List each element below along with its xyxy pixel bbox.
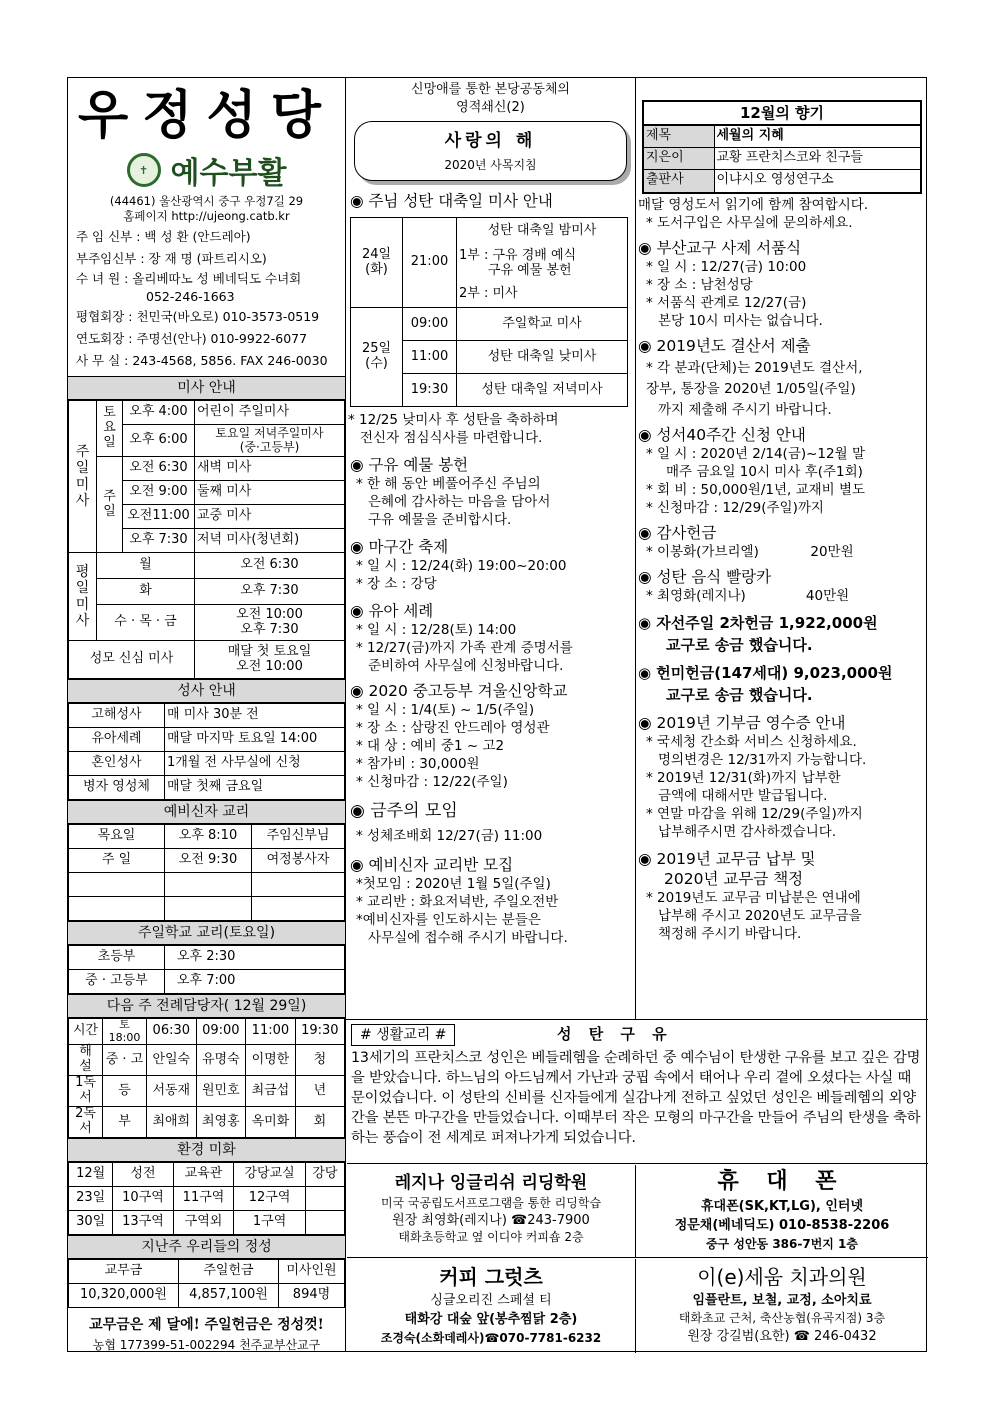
liturgy-cell: 이명한 xyxy=(246,1045,296,1076)
notice-line: * 일 시 : 12/27(금) 10:00 xyxy=(646,258,807,275)
liturgy-head: 06:30 xyxy=(147,1019,197,1045)
mass-table xyxy=(68,400,345,679)
sacrament-info: 매달 마지막 토요일 14:00 xyxy=(165,728,345,752)
notice-heading: ◉ 예비신자 교리반 모집 xyxy=(350,856,514,874)
empty-cell xyxy=(252,897,345,921)
notice-line: * 회 비 : 50,000원/1년, 교재비 별도 xyxy=(646,481,866,498)
ad-line: 미국 국공립도서프로그램을 통한 리딩학습 xyxy=(380,1196,602,1210)
liturgy-head: 시간 xyxy=(69,1019,103,1045)
notice-heading: ◉ 성탄 음식 빨랑카 xyxy=(638,567,772,586)
sacrament-heading: 성사 안내 xyxy=(68,679,345,703)
christmas-note: * 12/25 낮미사 후 성탄을 축하하며 xyxy=(348,412,559,428)
notice-heading: ◉ 유아 세례 xyxy=(350,602,434,620)
ad-title: 휴 대 폰 xyxy=(717,1169,847,1194)
book-value: 세월의 지혜 xyxy=(714,126,920,148)
ad-line: 원장 강길범(요한) ☎ 246-0432 xyxy=(687,1329,877,1344)
ad-line: 태화강 대숲 앞(봉추찜닭 2층) xyxy=(404,1312,578,1327)
liturgy-cell: 등 xyxy=(103,1076,147,1107)
christmas-table xyxy=(350,217,628,407)
book-label: 지은이 xyxy=(644,148,714,170)
liturgy-cell: 서동재 xyxy=(147,1076,197,1107)
middle-column xyxy=(346,78,636,1020)
liturgy-cell: 해 설 xyxy=(69,1045,103,1076)
ad-line: 임플란트, 보철, 교정, 소아치료 xyxy=(692,1293,872,1308)
notice-heading: ◉ 마구간 축제 xyxy=(350,538,449,556)
notice-line: * 일 시 : 1/4(토) ~ 1/5(주일) xyxy=(356,702,535,718)
notice-line: *예비신자를 인도하시는 분들은 xyxy=(356,912,541,928)
church-logo-icon: ✝ xyxy=(127,153,161,187)
ad-line: 중구 성안동 386-7번지 1층 xyxy=(706,1237,858,1251)
church-title: 우정성당 xyxy=(78,85,335,146)
notice-line: 금액에 대해서만 발급됩니다. xyxy=(658,787,828,804)
time-cell: 11:00 xyxy=(403,341,457,374)
notice-line: 은혜에 감사하는 마음을 담아서 xyxy=(368,494,551,510)
sacrament-name: 유아세례 xyxy=(69,728,165,752)
notice-line: * 대 상 : 예비 중1 ~ 고2 xyxy=(356,738,505,754)
liturgy-cell: 회 xyxy=(295,1107,344,1138)
pastoral-theme-sub: 영적쇄신(2) xyxy=(456,100,525,115)
mass-title: 성탄 대축일 낮미사 xyxy=(457,341,628,374)
notice-heading: ◉ 2019년 교무금 납부 및 xyxy=(638,849,816,868)
liturgy-head: 토18:00 xyxy=(103,1019,147,1045)
ad-line: 태화초교 근처, 축산농협(유곡지점) 3층 xyxy=(678,1311,886,1325)
staff-sisters-phone: 052-246-1663 xyxy=(146,289,235,304)
notice-heading: ◉ 성서40주간 신청 안내 xyxy=(638,425,806,444)
empty-cell xyxy=(69,897,165,921)
notice-line: * 이봉화(가브리엘) 20만원 xyxy=(646,543,854,560)
liturgy-cell: 최영홍 xyxy=(196,1107,246,1138)
offering-value: 10,320,000원 xyxy=(69,1283,179,1307)
notice-line: * 일 시 : 12/24(화) 19:00~20:00 xyxy=(356,558,567,574)
cleaning-head: 성전 xyxy=(113,1162,174,1186)
mass-time: 오전11:00 xyxy=(123,505,195,529)
cleaning-cell: 23일 xyxy=(69,1186,113,1210)
liturgy-cell: 유명숙 xyxy=(196,1045,246,1076)
book-label: 출판사 xyxy=(644,170,714,192)
weekday-day: 월 xyxy=(97,553,195,579)
banner-subtitle: 2020년 사목지침 xyxy=(444,158,537,172)
weekday-day: 수 · 목 · 금 xyxy=(97,605,195,641)
notice-line: 준비하여 사무실에 신청바랍니다. xyxy=(368,658,564,674)
cleaning-cell: 구역외 xyxy=(173,1210,234,1234)
ad-title: 이(e)세움 치과의원 xyxy=(697,1265,867,1289)
notice-line: 까지 제출해 주시기 바랍니다. xyxy=(658,401,832,418)
notice-heading: ◉ 2019년 기부금 영수증 안내 xyxy=(638,713,846,732)
ad-phone-shop xyxy=(636,1165,928,1258)
liturgy-head: 19:30 xyxy=(295,1019,344,1045)
ad-title: 레지나 잉글리쉬 리딩학원 xyxy=(394,1173,588,1193)
sacrament-name: 혼인성사 xyxy=(69,752,165,776)
notice-heading: ◉ 감사헌금 xyxy=(638,523,717,542)
liturgy-cell: 1독서 xyxy=(69,1076,103,1107)
sun-label: 주일 xyxy=(97,457,123,553)
school-grade: 중 · 고등부 xyxy=(69,970,165,994)
liturgy-cell: 부 xyxy=(103,1107,147,1138)
cleaning-cell xyxy=(305,1186,344,1210)
liturgy-cell: 2독서 xyxy=(69,1107,103,1138)
notice-line: * 각 분과(단체)는 2019년도 결산서, xyxy=(646,359,863,376)
christmas-heading: ◉ 주님 성탄 대축일 미사 안내 xyxy=(350,192,553,210)
notice-heading: ◉ 2019년도 결산서 제출 xyxy=(638,336,811,355)
essay-tag: # 생활교리 # xyxy=(351,1024,455,1046)
mass-name: 토요일 저녁주일미사 (중·고등부) xyxy=(195,425,345,457)
book-heading: 12월의 향기 xyxy=(644,102,920,125)
liturgy-cell: 옥미화 xyxy=(246,1107,296,1138)
staff-council: 평협회장 : 천민국(바오로) 010-3573-0519 xyxy=(76,309,320,324)
liturgy-cell: 년 xyxy=(295,1076,344,1107)
notice-line: 교구로 송금 했습니다. xyxy=(666,685,813,704)
ad-line: 조경숙(소화데레사)☎070-7781-6232 xyxy=(380,1331,602,1345)
notice-line: * 2019년 12/31(화)까지 납부한 xyxy=(646,769,841,786)
notice-heading: ◉ 자선주일 2차헌금 1,922,000원 xyxy=(638,613,878,632)
left-column xyxy=(68,78,346,1351)
offering-table xyxy=(68,1259,345,1308)
class-time: 오전 9:30 xyxy=(165,849,252,873)
weekday-time: 오전 10:00 오후 7:30 xyxy=(195,605,345,641)
time-cell: 09:00 xyxy=(403,308,457,341)
mass-name: 교중 미사 xyxy=(195,505,345,529)
weekday-mass-label: 평일미사 xyxy=(69,553,97,641)
address: (44461) 울산광역시 중구 우정7길 29 xyxy=(109,194,304,208)
cleaning-cell: 11구역 xyxy=(173,1186,234,1210)
book-note: 매달 영성도서 읽기에 함께 참여합시다. xyxy=(638,196,869,213)
cleaning-cell: 1구역 xyxy=(234,1210,306,1234)
notice-line: 납부해주시면 감사하겠습니다. xyxy=(658,823,837,840)
sacrament-info: 매 미사 30분 전 xyxy=(165,704,345,728)
mass-title: 성탄 대축일 저녁미사 xyxy=(457,374,628,407)
book-value: 교황 프란치스코와 친구들 xyxy=(714,148,920,170)
ad-line: 태화초등학교 옆 이디야 커피숍 2층 xyxy=(398,1230,584,1244)
notice-line: 명의변경은 12/31까지 가능합니다. xyxy=(658,751,867,768)
book-label: 제목 xyxy=(644,126,714,148)
notice-line: 매주 금요일 10시 미사 후(주1회) xyxy=(666,463,863,480)
liturgy-cell: 최애희 xyxy=(147,1107,197,1138)
time-cell: 21:00 xyxy=(403,218,457,308)
catechumen-heading: 예비신자 교리 xyxy=(68,800,345,824)
offering-value: 4,857,100원 xyxy=(178,1283,278,1307)
offering-head: 미사인원 xyxy=(278,1259,344,1283)
notice-line: 장부, 통장을 2020년 1/05일(주일) xyxy=(646,380,856,397)
bulletin-sheet xyxy=(67,77,927,1352)
time-cell: 19:30 xyxy=(403,374,457,407)
offering-heading: 지난주 우리들의 정성 xyxy=(68,1235,345,1259)
mass-time: 오전 6:30 xyxy=(123,457,195,481)
notice-line: * 신청마감 : 12/29(주일)까지 xyxy=(646,499,824,516)
notice-line: * 2019년도 교무금 미납분은 연내에 xyxy=(646,889,861,906)
class-day: 목요일 xyxy=(69,825,165,849)
notice-heading: ◉ 부산교구 사제 서품식 xyxy=(638,238,802,257)
weekday-time: 오후 7:30 xyxy=(195,579,345,605)
liturgy-cell: 중 · 고 xyxy=(103,1045,147,1076)
season-title: 예수부활 xyxy=(170,156,287,191)
school-grade: 초등부 xyxy=(69,946,165,970)
liturgy-table xyxy=(68,1018,345,1138)
weekday-day: 화 xyxy=(97,579,195,605)
class-teacher: 여정봉사자 xyxy=(252,849,345,873)
liturgy-cell: 원민호 xyxy=(196,1076,246,1107)
date-cell: 24일 (화) xyxy=(351,218,403,308)
ad-title: 커피 그럿츠 xyxy=(439,1265,543,1289)
mass-heading: 미사 안내 xyxy=(68,376,345,400)
liturgy-head: 11:00 xyxy=(246,1019,296,1045)
homepage[interactable]: 홈페이지 http://ujeong.catb.kr xyxy=(123,209,290,223)
mary-mass-time: 매달 첫 토요일 오전 10:00 xyxy=(195,641,345,679)
notice-line: 교구로 송금 했습니다. xyxy=(666,635,813,654)
empty-cell xyxy=(165,873,252,897)
notice-line: 책정해 주시기 바랍니다. xyxy=(658,925,802,942)
pastoral-theme: 신망애를 통한 본당공동체의 xyxy=(411,82,570,97)
mass-time: 오후 4:00 xyxy=(123,401,195,425)
notice-line: 구유 예물을 준비합시다. xyxy=(368,512,512,528)
notice-line: * 서품식 관계로 12/27(금) xyxy=(646,294,807,311)
cleaning-cell: 13구역 xyxy=(113,1210,174,1234)
essay-text: 13세기의 프란치스코 성인은 베들레헴을 순례하던 중 예수님이 탄생한 구유를 보고 깊은 감명을 받았습니다. 하느님의 아드님께서 가난과 궁핍 속에서 태어나 우리 곁에 오셨다는 사실 때문이었습니다. 이 성탄의 신비를 신자들에게 실감나게 전하고 싶었던 성인은 베들레헴의 외양간을 본뜬 마구간을 만들었습니다. 이때부터 작은 모형의 마구간을 만들어 주님의 탄생을 축하하는 풍습이 전 세계로 퍼져나가게 되었습니다. xyxy=(351,1050,921,1146)
ad-line: 정문채(베네딕도) 010-8538-2206 xyxy=(674,1218,890,1233)
cleaning-head: 강당 xyxy=(305,1162,344,1186)
banner-title: 사랑의 해 xyxy=(444,131,537,151)
class-time: 오후 8:10 xyxy=(165,825,252,849)
notice-heading: ◉ 헌미헌금(147세대) 9,023,000원 xyxy=(638,663,893,682)
essay-box xyxy=(347,1020,928,1164)
notice-line: 납부해 주시고 2020년도 교무금을 xyxy=(658,907,862,924)
staff-sisters: 수 녀 원 : 올리베따노 성 베네딕도 수녀회 xyxy=(76,271,302,286)
ad-line: 싱글오리진 스페셜 티 xyxy=(430,1293,552,1308)
notice-line: * 교리반 : 화요저녁반, 주일오전반 xyxy=(356,894,559,910)
cleaning-cell: 12구역 xyxy=(234,1186,306,1210)
catechumen-table xyxy=(68,824,345,921)
offering-head: 주일헌금 xyxy=(178,1259,278,1283)
cleaning-cell xyxy=(305,1210,344,1234)
date-cell: 25일 (수) xyxy=(351,308,403,407)
offering-head: 교무금 xyxy=(69,1259,179,1283)
mass-name: 어린이 주일미사 xyxy=(195,401,345,425)
notice-line: 본당 10시 미사는 없습니다. xyxy=(658,312,823,329)
cleaning-table xyxy=(68,1162,345,1235)
sacrament-name: 병자 영성체 xyxy=(69,776,165,800)
offering-slogan: 교무금은 제 달에! 주일헌금은 정성껏! xyxy=(89,1316,324,1333)
ad-dental xyxy=(636,1259,928,1353)
notice-line: * 최영화(레지나) 40만원 xyxy=(646,587,850,604)
logo-row xyxy=(68,146,345,194)
bank-account: 농협 177399-51-002294 천주교부산교구 xyxy=(92,1337,321,1352)
mass-title: 주일학교 미사 xyxy=(457,308,628,341)
christmas-note: 전신자 점심식사를 마련합니다. xyxy=(360,430,543,446)
ad-line: 휴대폰(SK,KT,LG), 인터넷 xyxy=(700,1199,864,1214)
cleaning-head: 12월 xyxy=(69,1162,113,1186)
notice-line: * 한 해 동안 베풀어주신 주님의 xyxy=(356,476,541,492)
notice-line: * 일 시 : 12/28(토) 14:00 xyxy=(356,622,517,638)
notice-heading: ◉ 구유 예물 봉헌 xyxy=(350,456,469,474)
notice-line: * 장 소 : 강당 xyxy=(356,576,437,592)
cleaning-head: 강당교실 xyxy=(234,1162,306,1186)
empty-cell xyxy=(252,873,345,897)
sacrament-info: 매달 첫째 금요일 xyxy=(165,776,345,800)
staff-assistant: 부주임신부 : 장 재 명 (파트리시오) xyxy=(76,251,267,266)
mass-part: 1부 : 구유 경배 예식 구유 예물 봉헌 xyxy=(457,246,628,282)
liturgy-heading: 다음 주 전례담당자( 12월 29일) xyxy=(68,994,345,1018)
sacrament-table xyxy=(68,703,345,800)
sundayschool-heading: 주일학교 교리(토요일) xyxy=(68,921,345,945)
mass-time: 오후 7:30 xyxy=(123,529,195,553)
sacrament-name: 고해성사 xyxy=(69,704,165,728)
book-table xyxy=(644,125,920,192)
school-time: 오후 7:00 xyxy=(165,970,345,994)
liturgy-cell: 최금섭 xyxy=(246,1076,296,1107)
right-column xyxy=(636,78,928,1020)
class-teacher: 주임신부님 xyxy=(252,825,345,849)
sacrament-info: 1개월 전 사무실에 신청 xyxy=(165,752,345,776)
mass-name: 저녁 미사(청년회) xyxy=(195,529,345,553)
notice-line: *첫모임 : 2020년 1월 5일(주일) xyxy=(356,876,551,892)
mass-name: 새벽 미사 xyxy=(195,457,345,481)
mary-mass-label: 성모 신심 미사 xyxy=(69,641,195,679)
class-day: 주 일 xyxy=(69,849,165,873)
cleaning-heading: 환경 미화 xyxy=(68,1138,345,1162)
notice-line: * 장 소 : 남천성당 xyxy=(646,276,753,293)
notice-heading: ◉ 2020 중고등부 겨울신앙학교 xyxy=(350,682,568,700)
notice-line: * 참가비 : 30,000원 xyxy=(356,756,480,772)
sunday-mass-label: 주일미사 xyxy=(69,401,97,553)
liturgy-cell: 청 xyxy=(295,1045,344,1076)
pastoral-banner xyxy=(354,121,627,181)
notice-line: * 국세청 간소화 서비스 신청하세요. xyxy=(646,733,857,750)
book-note: * 도서구입은 사무실에 문의하세요. xyxy=(646,214,853,231)
staff-list xyxy=(68,226,345,372)
ad-line: 원장 최영화(레지나) ☎243-7900 xyxy=(392,1213,590,1228)
notice-line: * 성체조배회 12/27(금) 11:00 xyxy=(356,828,543,844)
notice-line: * 연말 마감을 위해 12/29(주일)까지 xyxy=(646,805,863,822)
mass-time: 오전 9:00 xyxy=(123,481,195,505)
book-box xyxy=(642,100,922,194)
weekday-time: 오전 6:30 xyxy=(195,553,345,579)
mass-name: 둘째 미사 xyxy=(195,481,345,505)
liturgy-cell: 안일숙 xyxy=(147,1045,197,1076)
liturgy-head: 09:00 xyxy=(196,1019,246,1045)
ad-reading-academy xyxy=(347,1165,636,1258)
staff-pastor: 주 임 신부 : 백 성 환 (안드레아) xyxy=(76,229,251,244)
notice-line: * 신청마감 : 12/22(주일) xyxy=(356,774,508,790)
notice-heading-cont: 2020년 교무금 책정 xyxy=(664,869,804,888)
cleaning-cell: 30일 xyxy=(69,1210,113,1234)
sat-label: 토요일 xyxy=(97,401,123,457)
offering-value: 894명 xyxy=(278,1283,344,1307)
notice-line: 사무실에 접수해 주시기 바랍니다. xyxy=(368,930,568,946)
cleaning-head: 교육관 xyxy=(173,1162,234,1186)
essay-title: 성 탄 구 유 xyxy=(557,1025,673,1043)
mass-time: 오후 6:00 xyxy=(123,425,195,457)
notice-heading: ◉ 금주의 모임 xyxy=(350,801,458,821)
notice-line: * 장 소 : 삼랑진 안드레아 영성관 xyxy=(356,720,550,736)
ad-coffee xyxy=(347,1259,636,1353)
cleaning-cell: 10구역 xyxy=(113,1186,174,1210)
staff-yeondo: 연도회장 : 주명선(안나) 010-9922-6077 xyxy=(76,331,308,346)
empty-cell xyxy=(165,897,252,921)
notice-line: * 12/27(금)까지 가족 관계 증명서를 xyxy=(356,640,573,656)
mass-part: 2부 : 미사 xyxy=(457,282,628,308)
mass-title: 성탄 대축일 밤미사 xyxy=(457,218,628,246)
staff-office: 사 무 실 : 243-4568, 5856. FAX 246-0030 xyxy=(76,353,328,368)
book-value: 이냐시오 영성연구소 xyxy=(714,170,920,192)
notice-line: * 일 시 : 2020년 2/14(금)~12월 말 xyxy=(646,445,865,462)
empty-cell xyxy=(69,873,165,897)
school-time: 오후 2:30 xyxy=(165,946,345,970)
sundayschool-table xyxy=(68,945,345,994)
